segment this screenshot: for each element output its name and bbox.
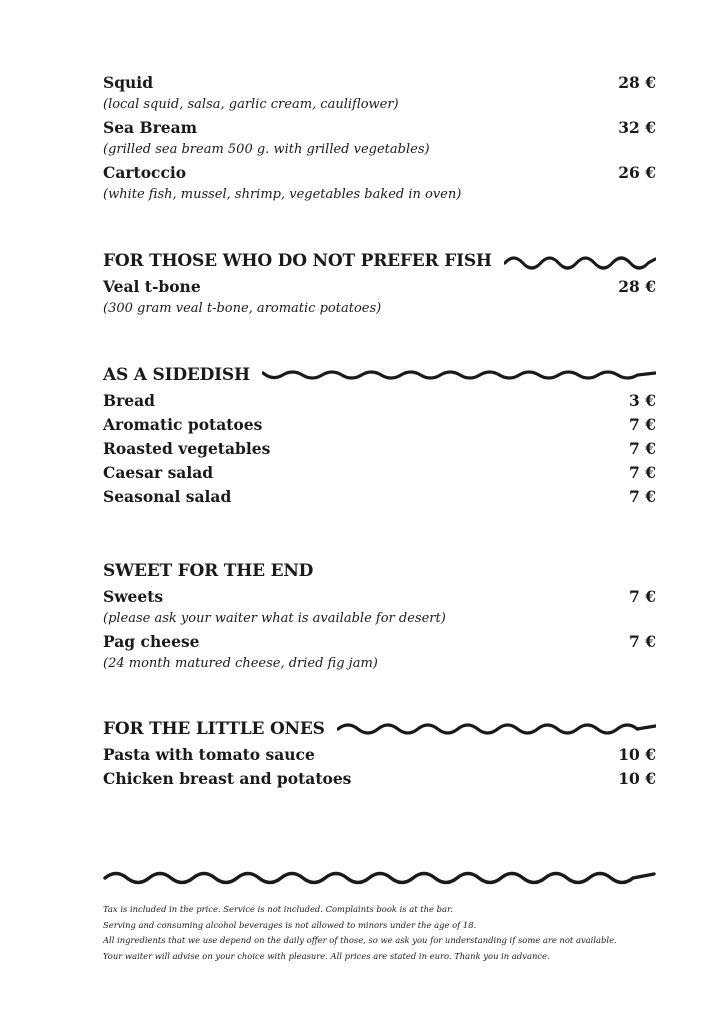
item-description: (white fish, mussel, shrimp, vegetables baked in oven): [103, 187, 462, 202]
item-description: (local squid, salsa, garlic cream, cauliflower): [103, 97, 399, 112]
section-header-not-fish: [103, 248, 656, 274]
footer-line: Your waiter will advise on your choice with pleasure. All prices are stated in euro. Thank you in advance.: [103, 950, 550, 961]
section-title: FOR THOSE WHO DO NOT PREFER FISH: [103, 251, 492, 271]
item-description: (24 month matured cheese, dried fig jam): [103, 656, 378, 671]
menu-item-cartoccio: [103, 162, 656, 184]
item-price: 7 €: [629, 439, 656, 458]
menu-item-roasted-vegetables: [103, 438, 656, 460]
section-title: FOR THE LITTLE ONES: [103, 719, 325, 739]
item-name: Pasta with tomato sauce: [103, 745, 315, 764]
item-name: Cartoccio: [103, 163, 187, 182]
item-name: Aromatic potatoes: [103, 415, 263, 434]
item-price: 28 €: [618, 73, 656, 92]
footer-line: All ingredients that we use depend on the daily offer of those, so we ask you for understanding if some are not available.: [103, 935, 617, 945]
item-name: Bread: [103, 391, 156, 410]
footer-line: Tax is included in the price. Service is not included. Complaints book is at the bar.: [103, 904, 453, 914]
item-price: 7 €: [629, 415, 656, 434]
item-name: Pag cheese: [103, 632, 200, 651]
item-price: 10 €: [618, 769, 656, 788]
menu-item-pag-cheese: [103, 631, 656, 653]
item-price: 28 €: [618, 277, 656, 296]
section-header-little-ones: [103, 716, 656, 742]
item-price: 10 €: [618, 745, 656, 764]
section-header-sidedish: [103, 362, 656, 388]
item-name: Seasonal salad: [103, 487, 232, 506]
section-title: AS A SIDEDISH: [103, 365, 250, 385]
menu-item-sea-bream: [103, 117, 656, 139]
menu-item-pasta: [103, 744, 656, 766]
item-name: Sea Bream: [103, 118, 198, 137]
item-price: 26 €: [618, 163, 656, 182]
item-name: Roasted vegetables: [103, 439, 271, 458]
item-name: Caesar salad: [103, 463, 214, 482]
menu-item-bread: [103, 390, 656, 412]
section-header-sweet: [103, 558, 656, 584]
section-title: SWEET FOR THE END: [103, 561, 314, 581]
menu-item-chicken-breast: [103, 768, 656, 790]
menu-item-aromatic-potatoes: [103, 414, 656, 436]
item-price: 3 €: [629, 391, 656, 410]
item-description: (please ask your waiter what is available for desert): [103, 611, 446, 626]
item-name: Chicken breast and potatoes: [103, 769, 352, 788]
wave-divider-icon: [337, 720, 656, 738]
item-price: 7 €: [629, 587, 656, 606]
item-price: 32 €: [618, 118, 656, 137]
wave-divider-icon: [262, 366, 656, 384]
item-name: Sweets: [103, 587, 164, 606]
item-description: (grilled sea bream 500 g. with grilled vegetables): [103, 142, 430, 157]
item-price: 7 €: [629, 487, 656, 506]
wave-divider-icon: [504, 252, 656, 270]
menu-item-veal-t-bone: [103, 276, 656, 298]
item-price: 7 €: [629, 632, 656, 651]
footer-line: Serving and consuming alcohol beverages is not allowed to minors under the age of 18.: [103, 919, 477, 930]
item-name: Veal t-bone: [103, 277, 201, 296]
item-price: 7 €: [629, 463, 656, 482]
item-name: Squid: [103, 73, 154, 92]
menu-item-seasonal-salad: [103, 486, 656, 508]
wave-divider-icon: [103, 866, 656, 888]
item-description: (300 gram veal t-bone, aromatic potatoes): [103, 301, 382, 316]
menu-page: [103, 0, 656, 1024]
menu-item-caesar-salad: [103, 462, 656, 484]
footer-notes: [103, 902, 656, 964]
menu-item-sweets: [103, 586, 656, 608]
menu-item-squid: [103, 72, 656, 94]
